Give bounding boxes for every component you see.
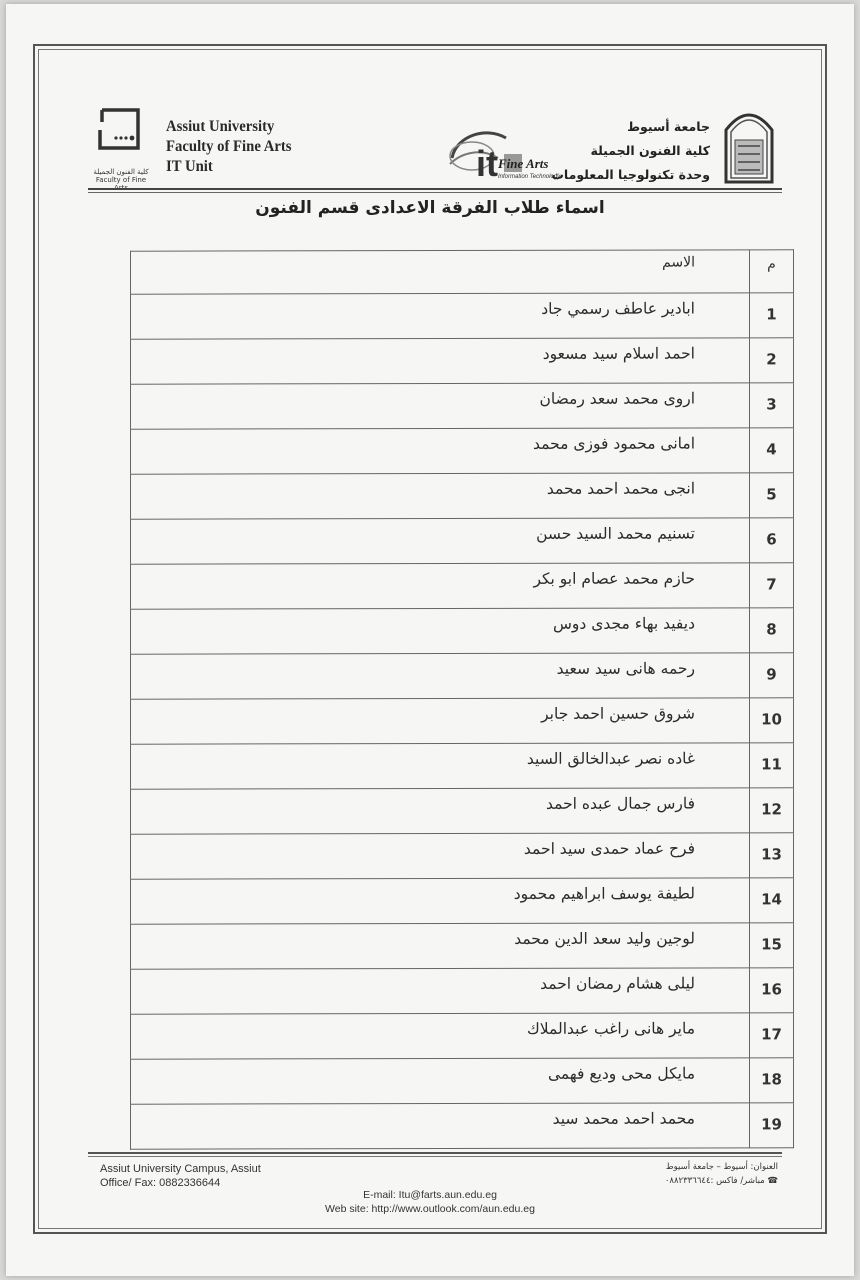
row-number: 4 xyxy=(766,440,777,459)
row-number-cell xyxy=(750,1013,794,1058)
student-name-cell xyxy=(131,788,750,834)
row-number: 14 xyxy=(761,890,782,909)
student-name-cell xyxy=(131,743,750,789)
table-row xyxy=(131,968,794,1014)
footer-right xyxy=(665,1160,778,1188)
it-logo-sub: Information Technology xyxy=(498,174,561,180)
student-name-cell xyxy=(131,518,750,564)
student-name: ليلى هشام رمضان احمد xyxy=(540,974,695,993)
student-name: فارس جمال عبده احمد xyxy=(545,794,695,813)
footer-rule xyxy=(88,1152,782,1154)
student-name-cell xyxy=(131,608,750,654)
students-table xyxy=(130,249,794,1149)
student-name: ديفيد بهاء مجدى دوس xyxy=(552,614,695,633)
university-seal xyxy=(720,102,778,186)
footer-email[interactable]: E-mail: Itu@farts.aun.edu.eg xyxy=(363,1189,497,1201)
table-row xyxy=(131,743,794,789)
row-number: 15 xyxy=(761,935,782,954)
row-number-cell xyxy=(750,518,794,563)
table-row xyxy=(131,698,794,744)
row-number: 7 xyxy=(766,575,777,594)
table-row xyxy=(131,518,794,564)
header-num-cell xyxy=(750,250,794,293)
row-number-cell xyxy=(750,833,794,878)
row-number-cell xyxy=(750,1058,794,1103)
table-row xyxy=(131,563,794,609)
student-name: فرح عماد حمدى سيد احمد xyxy=(523,839,695,858)
unit-name-ar: وحدة تكنولوجيا المعلومات xyxy=(551,167,710,182)
student-name-cell xyxy=(131,1013,750,1059)
row-number-cell xyxy=(750,1103,794,1148)
footer-office-fax: Office/ Fax: 0882336644 xyxy=(100,1177,221,1189)
footer-left xyxy=(100,1162,261,1190)
table-row xyxy=(131,878,794,924)
row-number: 13 xyxy=(761,845,782,864)
row-number: 5 xyxy=(766,485,777,504)
row-number-cell xyxy=(750,878,794,923)
header-english xyxy=(166,117,292,177)
student-name: اروى محمد سعد رمضان xyxy=(539,389,695,408)
row-number: 11 xyxy=(761,755,782,774)
table-row xyxy=(131,923,794,969)
table-row xyxy=(131,473,794,519)
faculty-name-ar: كلية الفنون الجميلة xyxy=(590,143,710,158)
student-name: رحمه هانى سيد سعيد xyxy=(556,659,695,678)
student-name: حازم محمد عصام ابو بكر xyxy=(533,569,695,588)
table-row xyxy=(131,833,794,879)
footer-phone-ar: ☎ مباشر/ فاكس :٠٨٨٢٣٣٦٦٤٤ xyxy=(664,1176,778,1186)
row-number: 16 xyxy=(761,980,782,999)
row-number: 17 xyxy=(761,1025,782,1044)
table-row xyxy=(131,1058,794,1104)
table-row xyxy=(131,428,794,474)
university-name-ar: جامعة أسيوط xyxy=(627,119,710,134)
table-row xyxy=(131,1103,794,1149)
row-number-cell xyxy=(750,743,794,788)
student-name: شروق حسين احمد جابر xyxy=(541,704,695,723)
table-row xyxy=(131,383,794,429)
row-number-cell xyxy=(750,383,794,428)
student-name-cell xyxy=(131,1103,750,1149)
unit-name-en: IT Unit xyxy=(166,158,213,175)
student-name-cell xyxy=(131,338,750,384)
row-number-cell xyxy=(750,293,794,338)
student-name-cell xyxy=(131,1058,750,1104)
table-row xyxy=(131,293,794,339)
row-number-cell xyxy=(750,653,794,698)
row-number: 18 xyxy=(761,1070,782,1089)
student-name-cell xyxy=(131,563,750,609)
row-number: 19 xyxy=(761,1115,782,1134)
row-number: 9 xyxy=(766,665,777,684)
student-name: تسنيم محمد السيد حسن xyxy=(536,524,695,543)
student-name: لوجين وليد سعد الدين محمد xyxy=(514,929,695,948)
table-row xyxy=(131,788,794,834)
header-rule xyxy=(88,188,782,190)
row-number: 3 xyxy=(766,395,777,414)
student-name-cell xyxy=(131,833,750,879)
table-header-row xyxy=(131,250,794,294)
row-number-cell xyxy=(750,428,794,473)
student-name-cell xyxy=(131,383,750,429)
footer-center xyxy=(0,1188,860,1216)
row-number-cell xyxy=(750,608,794,653)
student-name: لطيفة يوسف ابراهيم محمود xyxy=(513,884,695,903)
row-number-cell xyxy=(750,968,794,1013)
row-number-cell xyxy=(750,698,794,743)
student-name: ابادير عاطف رسمي جاد xyxy=(541,299,695,318)
row-number: 6 xyxy=(766,530,777,549)
table-row xyxy=(131,653,794,699)
svg-text:it: it xyxy=(476,143,498,184)
header-name-label: الاسم xyxy=(662,254,695,271)
faculty-name-en: Faculty of Fine Arts xyxy=(166,138,292,155)
header-name-cell xyxy=(131,250,750,294)
row-number-cell xyxy=(750,923,794,968)
student-name: ماير هانى راغب عبدالملاك xyxy=(527,1019,695,1038)
header-arabic xyxy=(551,115,710,187)
student-name: احمد اسلام سيد مسعود xyxy=(542,344,695,363)
student-name-cell xyxy=(131,698,750,744)
faculty-logo-icon xyxy=(94,108,142,160)
student-name: محمد احمد محمد سيد xyxy=(552,1109,695,1128)
student-name-cell xyxy=(131,293,750,339)
student-name: انجى محمد احمد محمد xyxy=(546,479,695,498)
row-number: 2 xyxy=(766,350,777,369)
row-number-cell xyxy=(750,338,794,383)
footer-campus: Assiut University Campus, Assiut xyxy=(100,1163,261,1175)
footer-rule-thin xyxy=(88,1156,782,1157)
row-number: 10 xyxy=(761,710,782,729)
student-name: امانى محمود فوزى محمد xyxy=(533,434,695,453)
row-number-cell xyxy=(750,563,794,608)
table-row xyxy=(131,338,794,384)
faculty-logo xyxy=(90,108,152,192)
footer-address-ar: العنوان: أسيوط – جامعة أسيوط xyxy=(665,1162,778,1172)
table-row xyxy=(131,608,794,654)
student-name: غاده نصر عبدالخالق السيد xyxy=(526,749,695,768)
it-logo-text: Fine Arts xyxy=(498,156,549,171)
university-name-en: Assiut University xyxy=(166,118,275,135)
logo-caption-ar: كلية الفنون الجميلة xyxy=(93,168,149,176)
table-row xyxy=(131,1013,794,1059)
row-number-cell xyxy=(750,788,794,833)
header-rule-thin xyxy=(88,192,782,193)
student-name-cell xyxy=(131,473,750,519)
student-name-cell xyxy=(131,653,750,699)
footer-website[interactable]: Web site: http://www.outlook.com/aun.edu.eg xyxy=(325,1203,535,1215)
student-name-cell xyxy=(131,968,750,1014)
row-number: 12 xyxy=(761,800,782,819)
student-name-cell xyxy=(131,428,750,474)
student-name-cell xyxy=(131,878,750,924)
logo-caption-en: Faculty of Fine Arts xyxy=(95,176,147,192)
document-title: اسماء طلاب الفرقة الاعدادى قسم الفنون xyxy=(255,198,605,218)
row-number: 1 xyxy=(766,305,777,324)
header-num-label: م xyxy=(767,256,776,273)
row-number: 8 xyxy=(766,620,777,639)
student-name: مايكل محى وديع فهمى xyxy=(547,1064,695,1083)
student-name-cell xyxy=(131,923,750,969)
row-number-cell xyxy=(750,473,794,518)
